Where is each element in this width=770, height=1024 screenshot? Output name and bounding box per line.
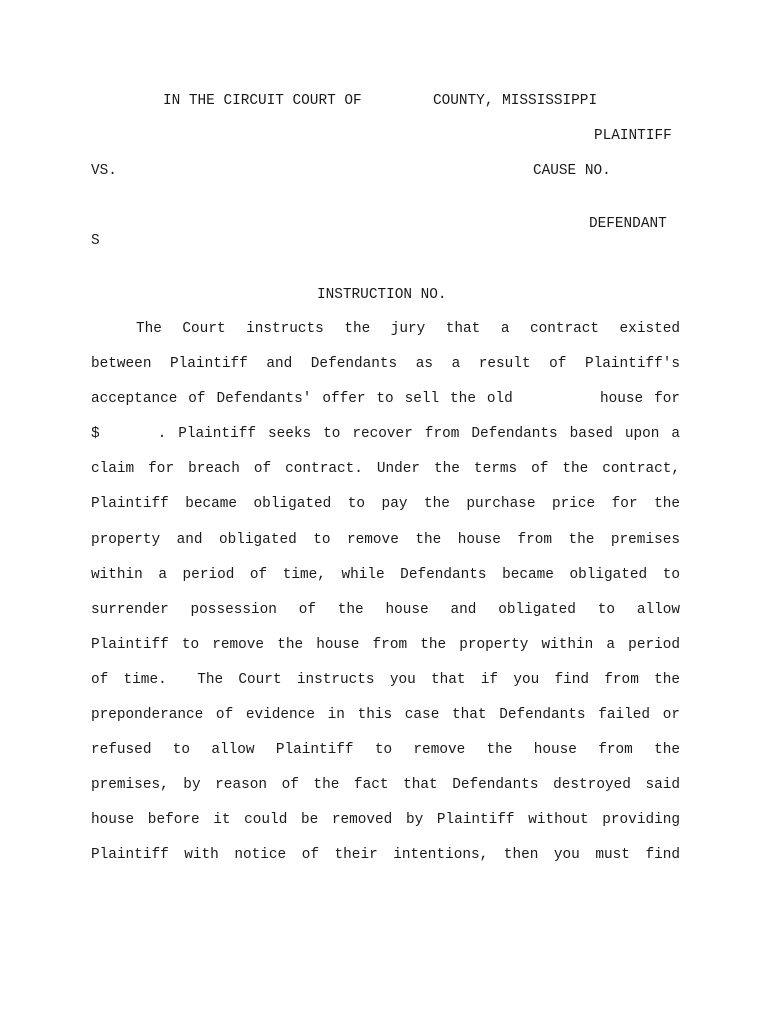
court-name-suffix: COUNTY, MISSISSIPPI	[433, 93, 598, 109]
body-line: between Plaintiff and Defendants as a result of Plaintiff's	[91, 356, 680, 373]
defendant-label: DEFENDANT	[589, 216, 667, 232]
versus-label: VS.	[91, 163, 117, 179]
body-line: Plaintiff to remove the house from the property within a period	[91, 636, 680, 653]
defendant-label-wrap: S	[91, 233, 100, 249]
body-line: preponderance of evidence in this case that Defendants failed or	[91, 707, 680, 724]
body-line: Plaintiff became obligated to pay the purchase price for the	[91, 496, 680, 513]
currency-symbol: $	[91, 426, 100, 443]
body-line: house before it could be removed by Plaintiff without providing	[91, 812, 680, 829]
court-name-prefix: IN THE CIRCUIT COURT OF	[163, 93, 362, 109]
body-line: refused to allow Plaintiff to remove the house from the	[91, 742, 680, 759]
body-line-amount	[91, 425, 680, 460]
body-line: premises, by reason of the fact that Defendants destroyed said	[91, 777, 680, 794]
instruction-heading: INSTRUCTION NO.	[317, 287, 447, 303]
body-line: The Court instructs the jury that a contract existed	[136, 321, 680, 337]
body-line: property and obligated to remove the house from the premises	[91, 531, 680, 548]
body-line: of time. The Court instructs you that if you find from the	[91, 671, 680, 688]
body-line: acceptance of Defendants' offer to sell the old house for	[91, 391, 680, 408]
cause-number-label: CAUSE NO.	[533, 163, 611, 179]
body-line: within a period of time, while Defendants became obligated to	[91, 566, 680, 583]
body-line: surrender possession of the house and obligated to allow	[91, 601, 680, 618]
body-line: Plaintiff with notice of their intentions, then you must find	[91, 847, 680, 864]
instruction-body	[91, 320, 680, 882]
amount-line-rest: . Plaintiff seeks to recover from Defendants based upon a	[157, 426, 680, 443]
body-line: claim for breach of contract. Under the terms of the contract,	[91, 461, 680, 478]
plaintiff-label: PLAINTIFF	[594, 128, 672, 144]
